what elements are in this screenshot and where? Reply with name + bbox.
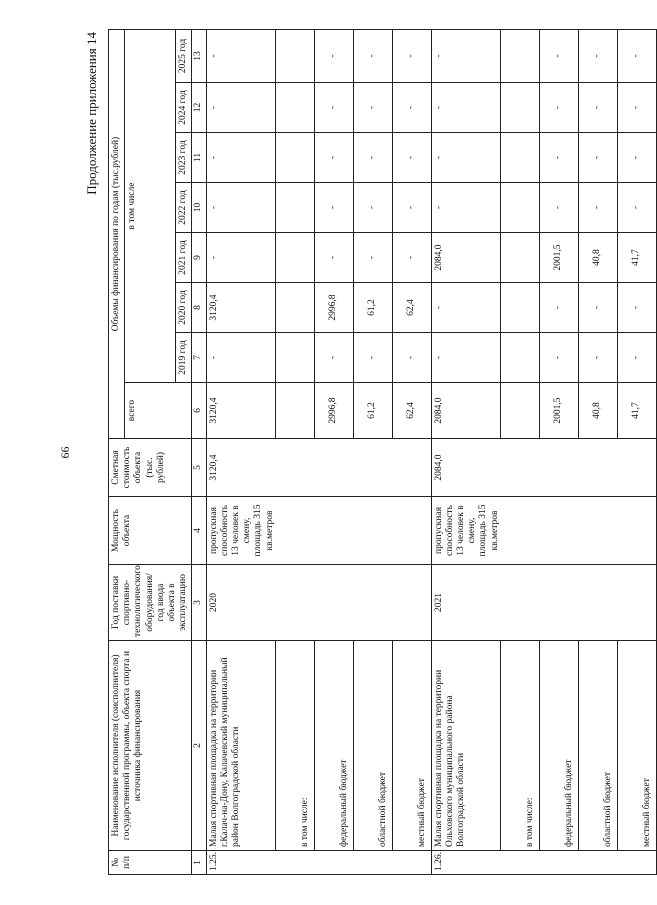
value-cell: [275, 383, 314, 439]
value-cell: -: [353, 83, 392, 133]
table-row: [206, 29, 275, 874]
value-cell: -: [353, 133, 392, 183]
value-cell: -: [617, 283, 656, 333]
column-index: 12: [192, 83, 206, 133]
value-cell: 41,7: [617, 233, 656, 283]
cost-cell: 3120,4: [206, 439, 431, 497]
source-name: областной бюджет: [578, 641, 617, 851]
object-name: Малая спортивная площадка на территории г.Калач-на-Дону, Калачевский муниципальный район Волгоградской области: [206, 641, 275, 851]
source-name: федеральный бюджет: [314, 641, 353, 851]
value-cell: 41,7: [617, 383, 656, 439]
value-cell: -: [617, 183, 656, 233]
value-cell: -: [617, 29, 656, 82]
value-cell: 62,4: [392, 383, 431, 439]
column-index: 10: [192, 183, 206, 233]
value-cell: -: [314, 333, 353, 383]
column-index: 3: [192, 565, 206, 641]
year-cell: 2021: [431, 565, 656, 641]
value-cell: -: [392, 183, 431, 233]
header-incl: в том числе: [125, 29, 176, 382]
value-cell: 2001,5: [539, 233, 578, 283]
value-cell: -: [539, 283, 578, 333]
value-cell: -: [392, 233, 431, 283]
source-name: областной бюджет: [353, 641, 392, 851]
source-name: местный бюджет: [617, 641, 656, 851]
column-index: 9: [192, 233, 206, 283]
row-number: 1.25.: [206, 851, 431, 875]
column-index: 4: [192, 497, 206, 565]
value-cell: [275, 333, 314, 383]
value-cell: -: [617, 83, 656, 133]
column-index: 11: [192, 133, 206, 183]
value-cell: 3120,4: [206, 383, 275, 439]
value-cell: [275, 83, 314, 133]
table-row: [431, 29, 500, 874]
value-cell: -: [431, 29, 500, 82]
value-cell: -: [431, 333, 500, 383]
value-cell: [500, 29, 539, 82]
header-year-6: 2025 год: [176, 29, 192, 82]
value-cell: [275, 183, 314, 233]
value-cell: -: [431, 283, 500, 333]
header-total: всего: [125, 383, 192, 439]
value-cell: -: [578, 83, 617, 133]
value-cell: [275, 133, 314, 183]
value-cell: -: [353, 333, 392, 383]
value-cell: [275, 29, 314, 82]
value-cell: [500, 183, 539, 233]
value-cell: 2996,8: [314, 383, 353, 439]
continuation-title: Продолжение приложения 14: [84, 32, 99, 195]
header-year-2: 2021 год: [176, 233, 192, 283]
header-year-4: 2023 год: [176, 133, 192, 183]
value-cell: 40,8: [578, 383, 617, 439]
column-index: 1: [192, 851, 206, 875]
value-cell: [275, 283, 314, 333]
capacity-cell: пропускная способность 13 человек в смену, площадь 315 кв.метров: [431, 497, 656, 565]
header-year: Год поставки спортивно-технологического оборудования/ год ввода объекта в эксплуатацию: [109, 565, 192, 641]
column-index: 5: [192, 439, 206, 497]
source-name: в том числе:: [275, 641, 314, 851]
header-name: Наименование исполнителя (соисполнителя) государственной программы, объекта спорта и источника финансирования: [109, 641, 192, 851]
value-cell: -: [578, 133, 617, 183]
value-cell: -: [617, 133, 656, 183]
value-cell: -: [539, 333, 578, 383]
value-cell: -: [392, 29, 431, 82]
value-cell: [500, 333, 539, 383]
page-number: 66: [58, 446, 72, 459]
value-cell: 61,2: [353, 383, 392, 439]
value-cell: -: [353, 233, 392, 283]
value-cell: [500, 83, 539, 133]
value-cell: -: [578, 283, 617, 333]
value-cell: -: [539, 83, 578, 133]
cost-cell: 2084,0: [431, 439, 656, 497]
header-capacity: Мощность объекта: [109, 497, 192, 565]
value-cell: -: [539, 183, 578, 233]
header-year-0: 2019 год: [176, 333, 192, 383]
value-cell: -: [431, 183, 500, 233]
value-cell: 3120,4: [206, 283, 275, 333]
value-cell: -: [206, 183, 275, 233]
header-year-5: 2024 год: [176, 83, 192, 133]
value-cell: -: [539, 29, 578, 82]
column-index: 2: [192, 641, 206, 851]
value-cell: [500, 283, 539, 333]
capacity-cell: пропускная способность 13 человек в смену, площадь 315 кв.метров: [206, 497, 431, 565]
column-index: 8: [192, 283, 206, 333]
value-cell: [500, 133, 539, 183]
header-cost: Сметная стоимость объекта (тыс. рублей): [109, 439, 192, 497]
value-cell: -: [206, 83, 275, 133]
value-cell: -: [539, 133, 578, 183]
value-cell: -: [314, 233, 353, 283]
value-cell: -: [353, 29, 392, 82]
value-cell: -: [578, 183, 617, 233]
header-year-3: 2022 год: [176, 183, 192, 233]
value-cell: [275, 233, 314, 283]
value-cell: -: [314, 83, 353, 133]
value-cell: -: [392, 83, 431, 133]
value-cell: -: [431, 133, 500, 183]
value-cell: -: [206, 29, 275, 82]
value-cell: -: [392, 333, 431, 383]
column-index: 13: [192, 29, 206, 82]
value-cell: 2996,8: [314, 283, 353, 333]
value-cell: 61,2: [353, 283, 392, 333]
header-no: № п/п: [109, 851, 192, 875]
value-cell: 2084,0: [431, 233, 500, 283]
header-funding: Объемы финансирования по годам (тыс.рублей): [109, 29, 125, 438]
column-index: 6: [192, 383, 206, 439]
value-cell: -: [578, 333, 617, 383]
value-cell: 40,8: [578, 233, 617, 283]
value-cell: -: [617, 333, 656, 383]
value-cell: -: [206, 333, 275, 383]
header-year-1: 2020 год: [176, 283, 192, 333]
value-cell: -: [392, 133, 431, 183]
source-name: местный бюджет: [392, 641, 431, 851]
value-cell: -: [206, 133, 275, 183]
year-cell: 2020: [206, 565, 431, 641]
funding-table: [108, 29, 657, 875]
source-name: в том числе:: [500, 641, 539, 851]
value-cell: -: [353, 183, 392, 233]
value-cell: 2084,0: [431, 383, 500, 439]
value-cell: -: [578, 29, 617, 82]
column-index: 7: [192, 333, 206, 383]
row-number: 1.26.: [431, 851, 656, 875]
value-cell: -: [431, 83, 500, 133]
source-name: федеральный бюджет: [539, 641, 578, 851]
object-name: Малая спортивная площадка на территории Ольховского муниципального района Волгоградской области: [431, 641, 500, 851]
value-cell: -: [314, 183, 353, 233]
value-cell: -: [314, 133, 353, 183]
value-cell: -: [314, 29, 353, 82]
value-cell: -: [206, 233, 275, 283]
value-cell: 62,4: [392, 283, 431, 333]
value-cell: [500, 233, 539, 283]
value-cell: [500, 383, 539, 439]
value-cell: 2001,5: [539, 383, 578, 439]
